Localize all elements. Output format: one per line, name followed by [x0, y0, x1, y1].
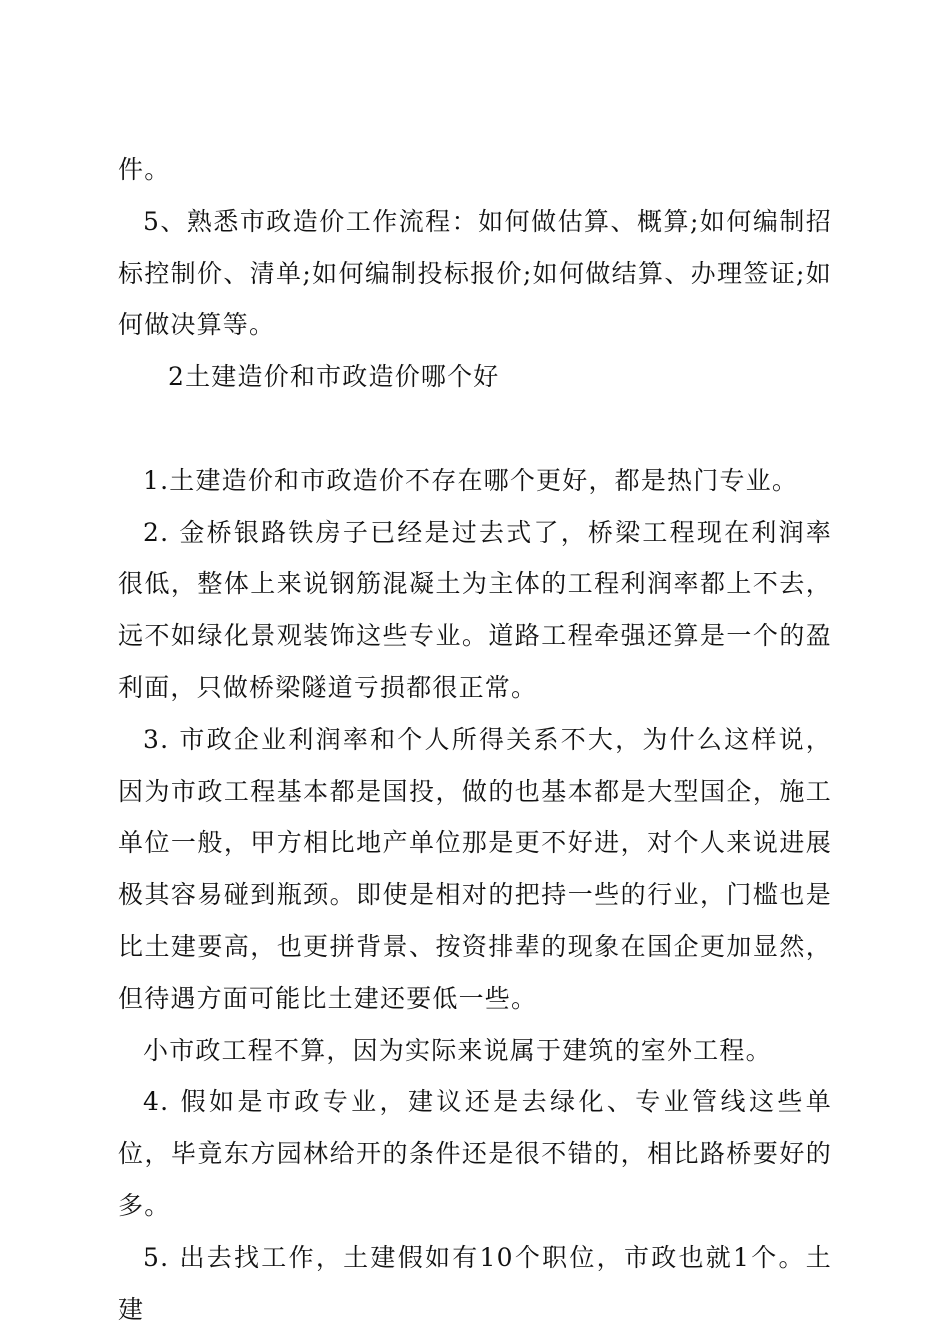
paragraph-point-2: 2. 金桥银路铁房子已经是过去式了，桥梁工程现在利润率很低，整体上来说钢筋混凝土为主体的工程利润率都上不去，远不如绿化景观装饰这些专业。道路工程牵强还算是一个的盈利面，只做桥梁隧道亏损都很正常。 [118, 517, 832, 702]
paragraph-note: 小市政工程不算，因为实际来说属于建筑的室外工程。 [143, 1035, 772, 1065]
section-heading: 2土建造价和市政造价哪个好 [168, 362, 500, 392]
paragraph-item-5-workflow: 5、熟悉市政造价工作流程：如何做估算、概算;如何编制招标控制价、清单;如何编制投标报价;如何做结算、办理签证;如何做决算等。 [118, 206, 832, 340]
paragraph-point-4: 4. 假如是市政专业，建议还是去绿化、专业管线这些单位，毕竟东方园林给开的条件还是很不错的，相比路桥要好的多。 [118, 1087, 832, 1220]
document-page [118, 144, 832, 1335]
paragraph-continuation: 件。 [118, 155, 171, 184]
paragraph-point-1: 1.土建造价和市政造价不存在哪个更好，都是热门专业。 [143, 465, 799, 495]
paragraph-point-5: 5. 出去找工作，土建假如有10个职位，市政也就1个。土建 [118, 1242, 832, 1324]
blank-line [118, 403, 832, 455]
paragraph-point-3: 3. 市政企业利润率和个人所得关系不大，为什么这样说，因为市政工程基本都是国投，做的也基本都是大型国企，施工单位一般，甲方相比地产单位那是更不好进，对个人来说进展极其容易碰到瓶颈。即使是相对的把持一些的行业，门槛也是比土建要高，也更拼背景、按资排辈的现象在国企更加显然，但待遇方面可能比土建还要低一些。 [118, 724, 832, 1013]
